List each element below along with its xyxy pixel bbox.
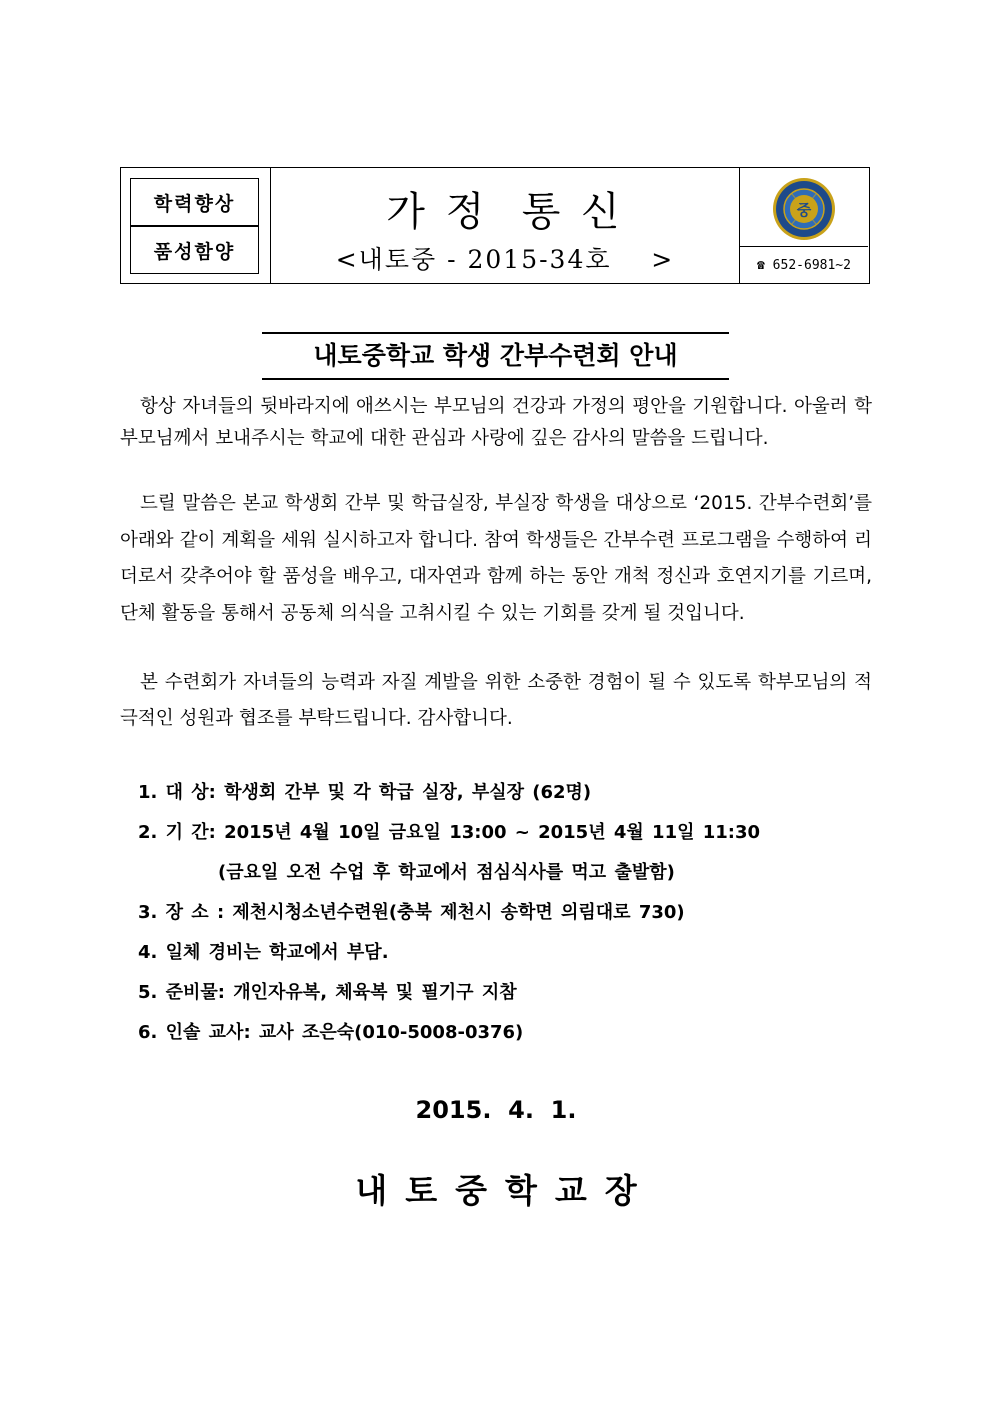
motto-cell [121,168,271,283]
logo-glyph: 중 [796,201,812,219]
title-cell [271,168,739,283]
list-item-period: 2. 기 간: 2015년 4월 10일 금요일 13:00 ~ 2015년 4월 11일 11:30 [138,822,761,843]
phone-number: ☎ 652-6981~2 [740,246,868,283]
paragraph-greeting: 항상 자녀들의 뒷바라지에 애쓰시는 부모님의 건강과 가정의 평안을 기원합니다. 아울러 학부모님께서 보내주시는 학교에 대한 관심과 사랑에 깊은 감사의 말씀을 드립니다. [120,396,872,449]
motto-bottom: 품성함양 [130,226,259,274]
paragraph-request: 본 수련회가 자녀들의 능력과 자질 계발을 위한 소중한 경험이 될 수 있도록 학부모님의 적극적인 성원과 협조를 부탁드립니다. 감사합니다. [120,672,872,729]
logo-cell [739,168,869,283]
list-item-place: 3. 장 소 : 제천시청소년수련원(충북 제천시 송학면 의림대로 730) [138,902,685,923]
list-item-period-note: (금요일 오전 수업 후 학교에서 점심식사를 먹고 출발함) [218,862,675,883]
paragraph-purpose: 드릴 말씀은 본교 학생회 간부 및 학급실장, 부실장 학생을 대상으로 ‘2015. 간부수련회’를 아래와 같이 계획을 세워 실시하고자 합니다. 참여 학생들은 간부수련 프로그램을 수행하여 리더로서 갖추어야 할 품성을 배우고, 대자연과 함께 하는 동안 개척 정신과 호연지기를 기르며, 단체 활동을 통해서 공동체 의식을 고취시킬 수 있는 기회를 갖게 될 것입니다. [120,493,872,624]
document-title: 내토중학교 학생 간부수련회 안내 [262,332,729,380]
principal-signature: 내토중학교장 [355,1171,655,1210]
header-box [120,167,870,284]
newsletter-title: 가 정 통 신 [386,189,624,235]
list-item-target: 1. 대 상: 학생회 간부 및 각 학급 실장, 부실장 (62명) [138,782,592,803]
school-logo-icon [772,177,836,241]
list-item-supplies: 5. 준비물: 개인자유복, 체육복 및 필기구 지참 [138,982,517,1003]
document-date: 2015. 4. 1. [415,1096,577,1124]
list-item-cost: 4. 일체 경비는 학교에서 부담. [138,942,389,963]
motto-top: 학력향상 [130,178,259,226]
issue-number: <내토중 - 2015-34호 > [335,245,675,274]
list-item-teacher: 6. 인솔 교사: 교사 조은숙(010-5008-0376) [138,1022,524,1043]
